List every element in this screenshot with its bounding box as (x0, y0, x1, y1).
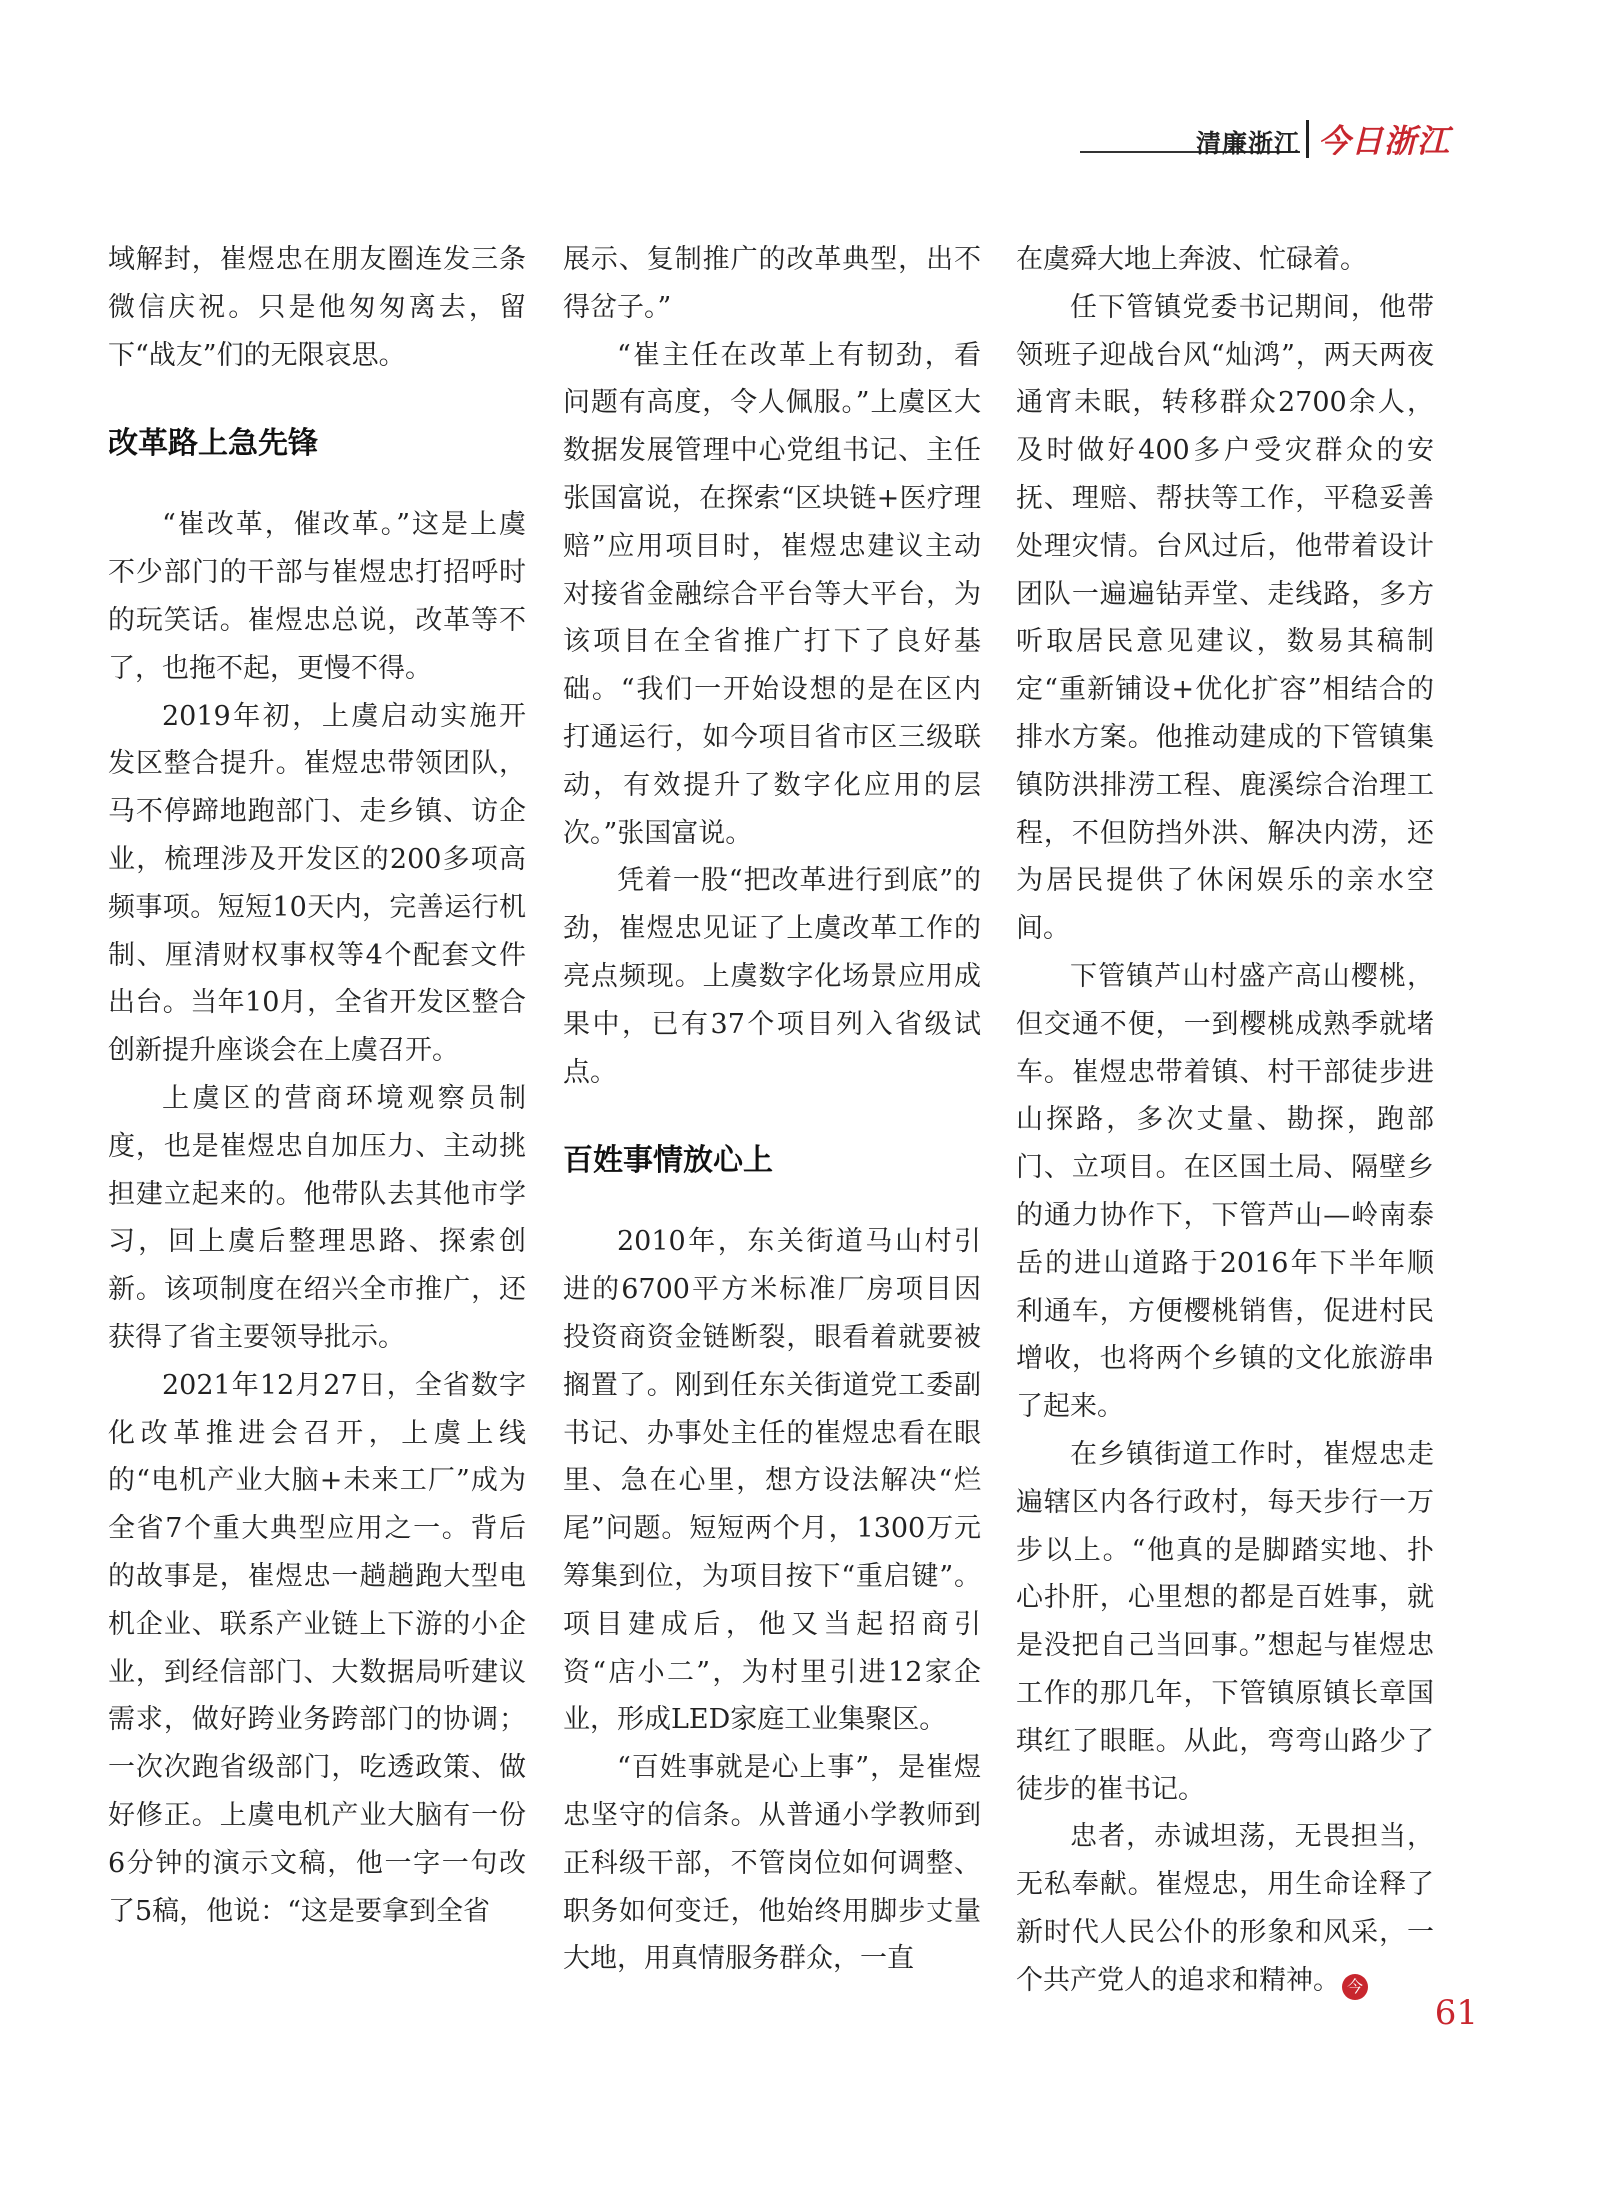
paragraph: 任下管镇党委书记期间，他带领班子迎战台风“灿鸿”，两天两夜通宵未眠，转移群众2700余人，及时做好400多户受灾群众的安抚、理赔、帮扶等工作，平稳妥善处理灾情。台风过后，他带着设计团队一遍遍钻弄堂、走线路，多方听取居民意见建议，数易其稿制定“重新铺设+优化扩容”相结合的排水方案。他推动建成的下管镇集镇防洪排涝工程、鹿溪综合治理工程，不但防挡外洪、解决内涝，还为居民提供了休闲娱乐的亲水空间。 (1016, 291, 1434, 945)
paragraph (1016, 1813, 1434, 2004)
paragraph-text: 忠者，赤诚坦荡，无畏担当，无私奉献。崔煜忠，用生命诠释了新时代人民公仆的形象和风采，一个共产党人的追求和精神。 (1016, 1821, 1434, 1996)
paragraph: 上虞区的营商环境观察员制度，也是崔煜忠自加压力、主动挑担建立起来的。他带队去其他市学习，回上虞后整理思路、探索创新。该项制度在绍兴全市推广，还获得了省主要领导批示。 (108, 1082, 526, 1353)
paragraph: 2019年初，上虞启动实施开发区整合提升。崔煜忠带领团队，马不停蹄地跑部门、走乡镇、访企业，梳理涉及开发区的200多项高频事项。短短10天内，完善运行机制、厘清财权事权等4个配套文件出台。当年10月，全省开发区整合创新提升座谈会在上虞召开。 (108, 700, 526, 1067)
section-heading: 百姓事情放心上 (563, 1143, 773, 1179)
paragraph: 展示、复制推广的改革典型，出不得岔子。” (563, 244, 981, 323)
paragraph: 域解封，崔煜忠在朋友圈连发三条微信庆祝。只是他匆匆离去，留下“战友”们的无限哀思。 (108, 244, 526, 371)
paragraph: “崔主任在改革上有韧劲，看问题有高度，令人佩服。”上虞区大数据发展管理中心党组书记、主任张国富说，在探索“区块链+医疗理赔”应用项目时，崔煜忠建议主动对接省金融综合平台等大平台，为该项目在全省推广打下了良好基础。“我们一开始设想的是在区内打通运行，如今项目省市区三级联动，有效提升了数字化应用的层次。”张国富说。 (563, 339, 981, 849)
column-1 (108, 236, 526, 1935)
section-heading: 改革路上急先锋 (108, 426, 318, 462)
end-mark-icon: 今 (1342, 1974, 1368, 2000)
paragraph: 在虞舜大地上奔波、忙碌着。 (1016, 244, 1367, 275)
paragraph: 凭着一股“把改革进行到底”的劲，崔煜忠见证了上虞改革工作的亮点频现。上虞数字化场景应用成果中，已有37个项目列入省级试点。 (563, 865, 981, 1088)
paragraph: 在乡镇街道工作时，崔煜忠走遍辖区内各行政村，每天步行一万步以上。“他真的是脚踏实地、扑心扑肝，心里想的都是百姓事，就是没把自己当回事。”想起与崔煜忠工作的那几年，下管镇原镇长章国琪红了眼眶。从此，弯弯山路少了徒步的崔书记。 (1016, 1438, 1434, 1805)
paragraph: 下管镇芦山村盛产高山樱桃，但交通不便，一到樱桃成熟季就堵车。崔煜忠带着镇、村干部徒步进山探路，多次丈量、勘探，跑部门、立项目。在区国土局、隔壁乡的通力协作下，下管芦山—岭南泰岳的进山道路于2016年下半年顺利通车，方便樱桃销售，促进村民增收，也将两个乡镇的文化旅游串了起来。 (1016, 960, 1434, 1423)
page-number: 61 (1434, 1993, 1478, 2033)
column-3 (1016, 236, 1434, 2004)
paragraph: “崔改革，催改革。”这是上虞不少部门的干部与崔煜忠打招呼时的玩笑话。崔煜忠总说，改革等不了，也拖不起，更慢不得。 (108, 509, 526, 684)
magazine-logo: 今日浙江 (1318, 122, 1451, 160)
paragraph: 2021年12月27日，全省数字化改革推进会召开，上虞上线的“电机产业大脑+未来工厂”成为全省7个重大典型应用之一。背后的故事是，崔煜忠一趟趟跑大型电机企业、联系产业链上下游的小企业，到经信部门、大数据局听建议需求，做好跨业务跨部门的协调；一次次跑省级部门，吃透政策、做好修正。上虞电机产业大脑有一份6分钟的演示文稿，他一字一句改了5稿，他说：“这是要拿到全省 (108, 1369, 526, 1927)
paragraph: “百姓事就是心上事”，是崔煜忠坚守的信条。从普通小学教师到正科级干部，不管岗位如何调整、职务如何变迁，他始终用脚步丈量大地，用真情服务群众，一直 (563, 1752, 981, 1975)
section-title: 清廉浙江 (1196, 129, 1301, 158)
paragraph: 2010年，东关街道马山村引进的6700平方米标准厂房项目因投资商资金链断裂，眼看着就要被搁置了。刚到任东关街道党工委副书记、办事处主任的崔煜忠看在眼里、急在心里，想方设法解决“烂尾”问题。短短两个月，1300万元筹集到位，为项目按下“重启键”。项目建成后，他又当起招商引资“店小二”，为村里引进12家企业，形成LED家庭工业集聚区。 (563, 1226, 981, 1736)
column-2 (563, 236, 981, 1983)
header-divider (1306, 120, 1309, 158)
